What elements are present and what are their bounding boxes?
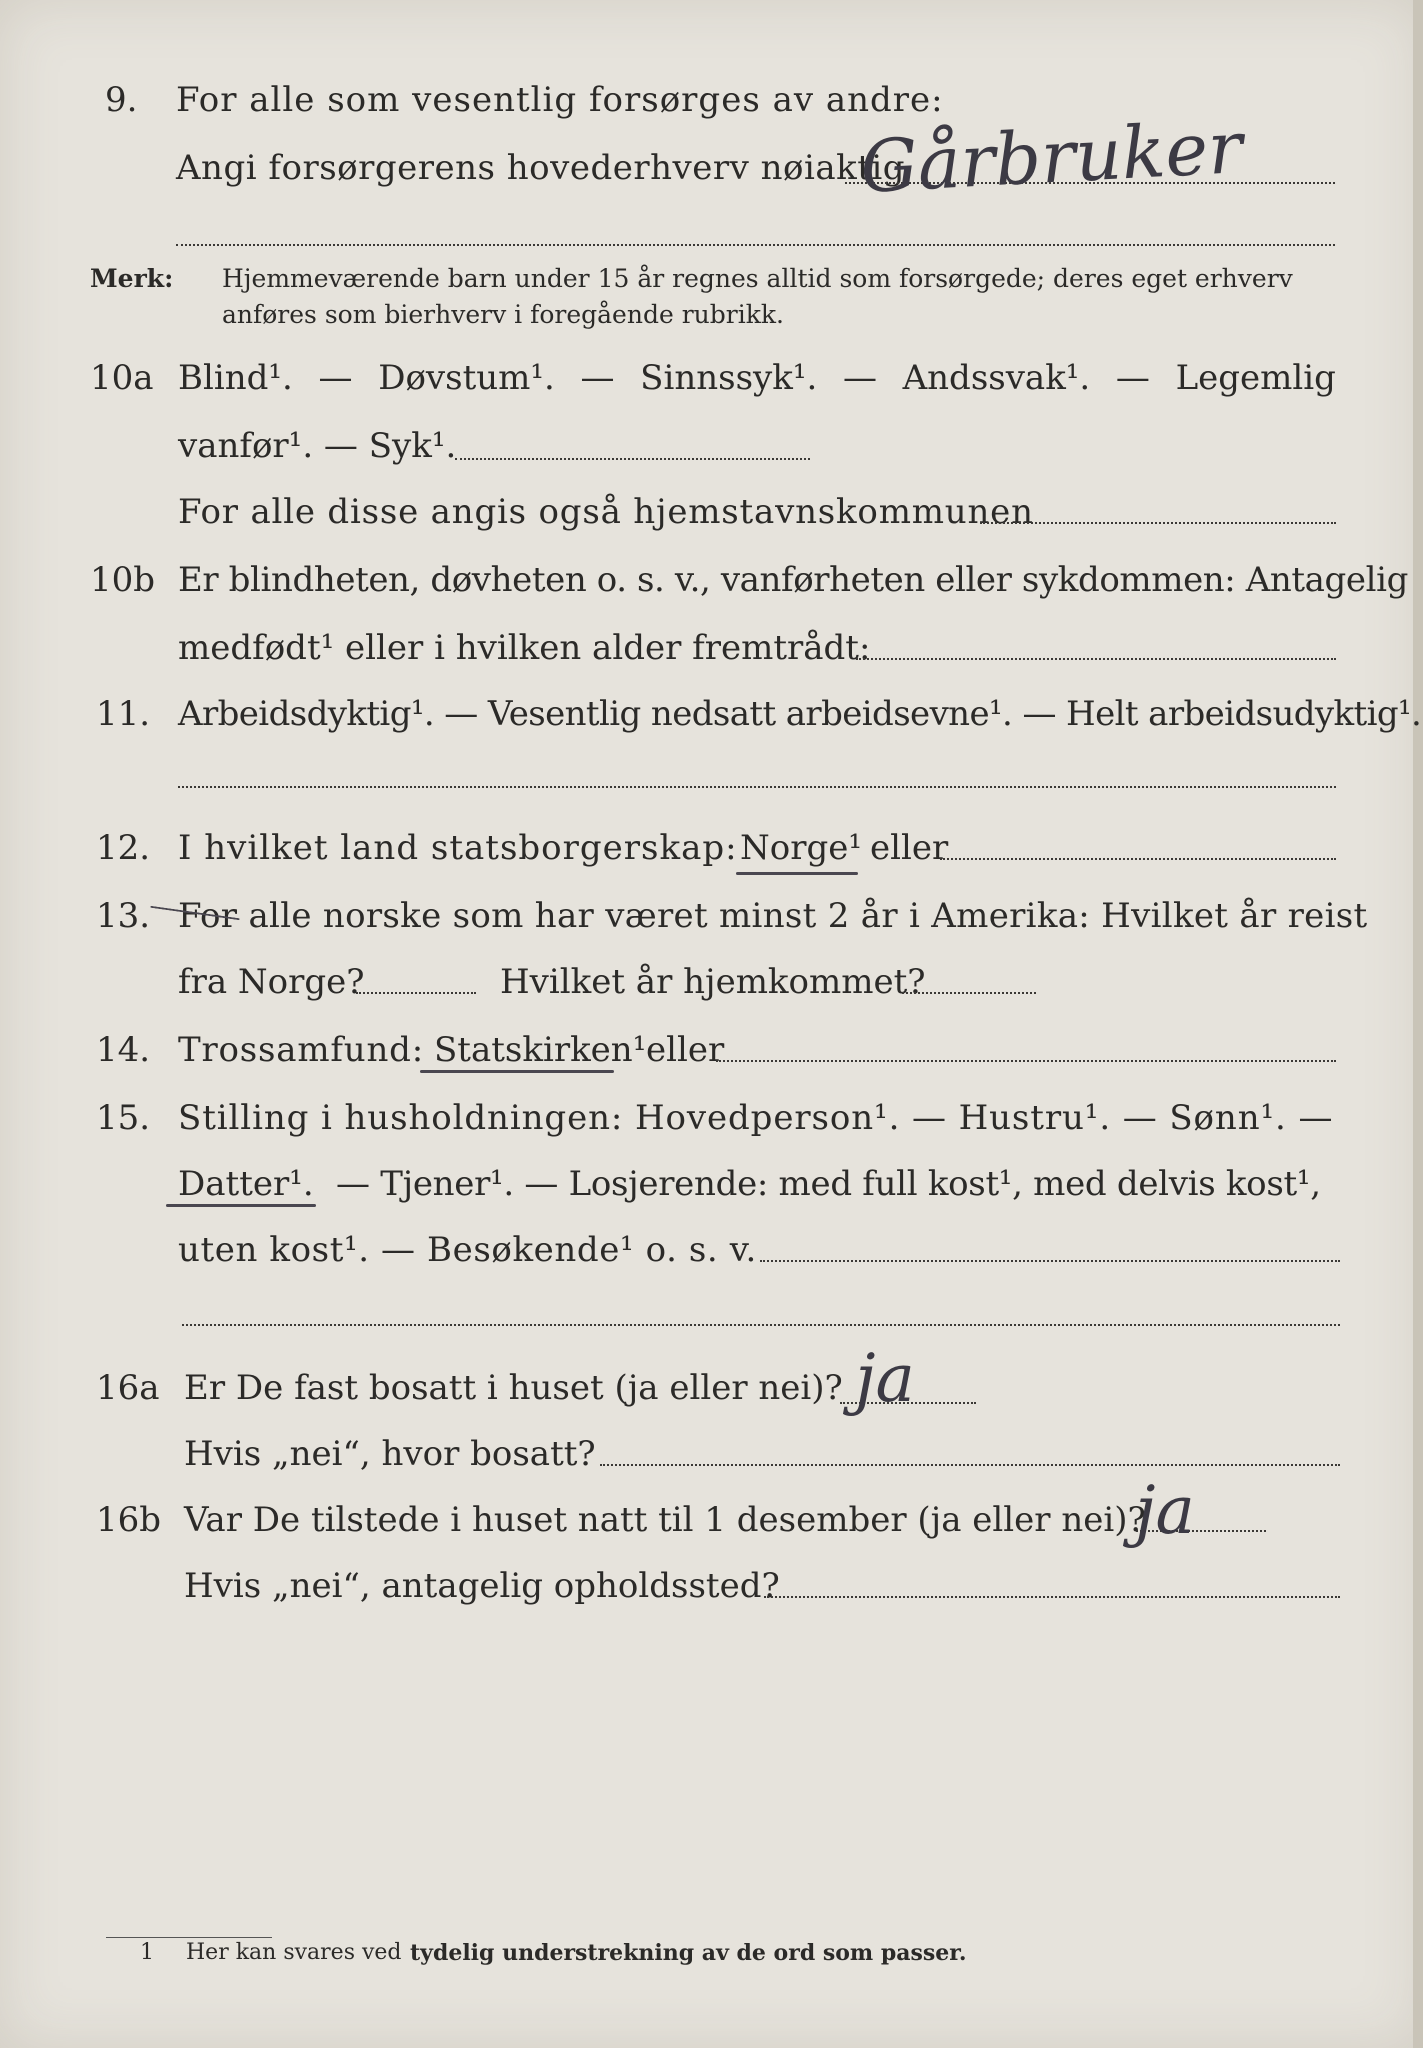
q9-handwritten-answer: Gårbruker bbox=[858, 105, 1245, 209]
q16b-line2: Hvis „nei“, antagelig opholdssted? bbox=[184, 1566, 780, 1606]
q14-prefix: Trossamfund: bbox=[178, 1030, 425, 1070]
q16b-handwritten-answer: ja bbox=[1135, 1472, 1195, 1549]
dash: — bbox=[1115, 358, 1150, 398]
q13-line2a: fra Norge? bbox=[178, 962, 365, 1002]
q13-number: 13. bbox=[96, 896, 151, 936]
q9-line2: Angi forsørgerens hovederhverv nøiaktig bbox=[176, 148, 906, 188]
option-legemlig: Legemlig bbox=[1175, 358, 1336, 398]
q13-line1: For alle norske som har været minst 2 år i Amerika: Hvilket år reist bbox=[178, 896, 1368, 936]
q12-norge-underline bbox=[736, 872, 858, 875]
q15-extra-line bbox=[182, 1324, 1340, 1326]
q10a-line2: vanfør¹. — Syk¹. bbox=[178, 426, 457, 466]
q14-suffix: eller bbox=[646, 1030, 725, 1070]
q16a-line2: Hvis „nei“, hvor bosatt? bbox=[184, 1434, 596, 1474]
q16b-number: 16b bbox=[96, 1500, 162, 1540]
option-dovstum: Døvstum¹. bbox=[378, 358, 555, 398]
q14-answer-line bbox=[716, 1060, 1336, 1062]
q10a-number: 10a bbox=[90, 358, 154, 398]
q15-datter-underline bbox=[166, 1204, 316, 1207]
q10b-line2: medfødt¹ eller i hvilken alder fremtrådt: bbox=[178, 628, 871, 668]
q16b-line1: Var De tilstede i huset natt til 1 desember (ja eller nei)? bbox=[184, 1500, 1146, 1540]
footnote-text-b bbox=[410, 1940, 967, 1966]
merk-line1: Hjemmeværende barn under 15 år regnes alltid som forsørgede; deres eget erhverv bbox=[222, 264, 1293, 293]
q12-suffix: eller bbox=[870, 828, 949, 868]
q14-option-statskirken: Statskirken¹ bbox=[434, 1030, 647, 1070]
q15-line1: Stilling i husholdningen: Hovedperson¹. — Hustru¹. — Sønn¹. — bbox=[178, 1098, 1334, 1138]
q9-line1: For alle som vesentlig forsørges av andre: bbox=[176, 80, 944, 120]
option-sinnssyk: Sinnssyk¹. bbox=[640, 358, 818, 398]
q11-answer-line bbox=[178, 786, 1336, 788]
q15-number: 15. bbox=[96, 1098, 151, 1138]
merk-line2: anføres som bierhverv i foregående rubrikk. bbox=[222, 300, 784, 329]
q13-reist-line bbox=[356, 992, 476, 994]
q16a-handwritten-answer: ja bbox=[855, 1340, 915, 1417]
q15-answer-line bbox=[760, 1260, 1340, 1262]
footnote-mark: 1 bbox=[140, 1940, 154, 1965]
q10b-number: 10b bbox=[90, 560, 156, 600]
q12-option-norge: Norge¹ bbox=[740, 828, 862, 868]
q10b-line1: Er blindheten, døvheten o. s. v., vanførheten eller sykdommen: Antagelig bbox=[178, 560, 1408, 600]
q16a-line1: Er De fast bosatt i huset (ja eller nei)? bbox=[184, 1368, 843, 1408]
q14-statskirken-underline bbox=[420, 1070, 614, 1073]
footnote-rule bbox=[106, 1937, 272, 1938]
dash: — bbox=[580, 358, 615, 398]
footnote-text-a: Her kan svares ved bbox=[186, 1940, 402, 1965]
q10a-line1 bbox=[178, 358, 1336, 398]
q16a-number: 16a bbox=[96, 1368, 160, 1408]
dash: — bbox=[318, 358, 353, 398]
dash: — bbox=[842, 358, 877, 398]
q13-line2b: Hvilket år hjemkommet? bbox=[500, 962, 926, 1002]
option-blind: Blind¹. bbox=[178, 358, 293, 398]
q13-hjemkommet-line bbox=[902, 992, 1036, 994]
q10a-hjemstavn-line bbox=[980, 522, 1336, 524]
option-andssvak: Andssvak¹. bbox=[902, 358, 1091, 398]
q10b-answer-line bbox=[856, 658, 1336, 660]
q12-number: 12. bbox=[96, 828, 151, 868]
q12-prefix: I hvilket land statsborgerskap: bbox=[178, 828, 738, 868]
q15-line2b: — Tjener¹. — Losjerende: med full kost¹, med delvis kost¹, bbox=[336, 1164, 1321, 1204]
footnote-text-b-bold: tydelig understrekning av de ord som passer. bbox=[410, 1940, 967, 1966]
merk-label: Merk: bbox=[90, 264, 174, 293]
q15-option-datter: Datter¹. bbox=[178, 1164, 314, 1204]
q16b-opholdssted-line bbox=[764, 1596, 1340, 1598]
q15-line3: uten kost¹. — Besøkende¹ o. s. v. bbox=[178, 1230, 757, 1270]
q10a-syk-line bbox=[455, 458, 810, 460]
q11-number: 11. bbox=[96, 694, 151, 734]
q14-number: 14. bbox=[96, 1030, 151, 1070]
q10a-line3: For alle disse angis også hjemstavnskommunen bbox=[178, 492, 1034, 532]
q9-number: 9. bbox=[105, 80, 138, 120]
q11-line1: Arbeidsdyktig¹. — Vesentlig nedsatt arbeidsevne¹. — Helt arbeidsudyktig¹. bbox=[178, 694, 1422, 734]
q16a-bosatt-line bbox=[600, 1464, 1340, 1466]
q12-answer-line bbox=[940, 858, 1336, 860]
q9-extra-line bbox=[176, 244, 1335, 246]
